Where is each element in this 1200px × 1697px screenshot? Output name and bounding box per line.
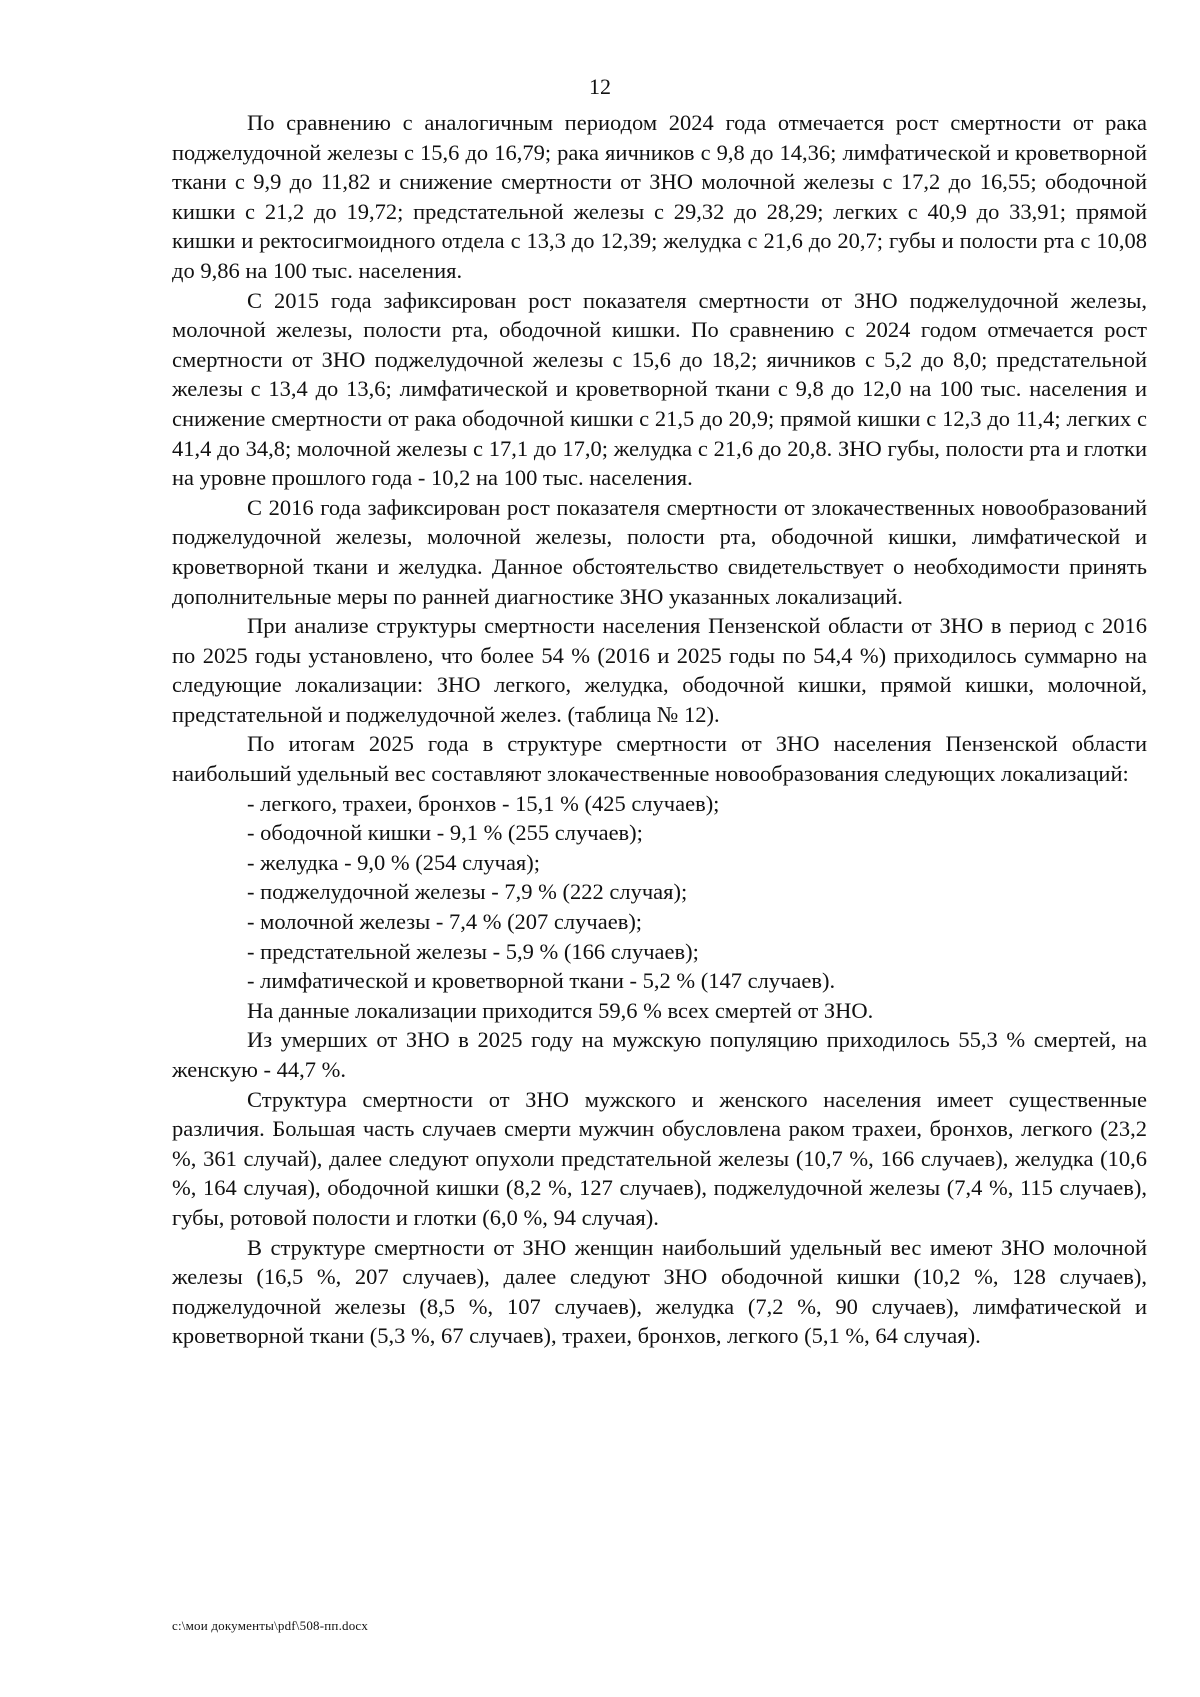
paragraph-gender-split: Из умерших от ЗНО в 2025 году на мужскую популяцию приходилось 55,3 % смертей, на женскую - 44,7 %. [172, 1027, 1147, 1082]
paragraph-share-total: На данные локализации приходится 59,6 % всех смертей от ЗНО. [247, 997, 874, 1023]
list-item-breast: - молочной железы - 7,4 % (207 случаев); [247, 909, 643, 935]
page-number: 12 [589, 74, 611, 99]
document-body [172, 108, 1147, 1351]
paragraph-results-2025-intro: По итогам 2025 года в структуре смертности от ЗНО населения Пензенской области наибольший удельный вес составляют злокачественные новообразования следующих локализаций: [172, 731, 1147, 787]
paragraph-mortality-comparison-2024: По сравнению с аналогичным периодом 2024 года отмечается рост смертности от рака поджелудочной железы с 15,6 до 16,79; рака яичников с 9,8 до 14,36; лимфатической и кроветворной ткани с 9,9 до 11,82 и снижение смертности от ЗНО молочной железы с 17,2 до 16,55; ободочной кишки с 21,2 до 19,72; предстательной железы с 29,32 до 28,29; легких с 40,9 до 33,91; прямой кишки и ректосигмоидного отдела с 13,3 до 12,39; желудка с 21,6 до 20,7; губы и полости рта с 10,08 до 9,86 на 100 тыс. населения. [172, 110, 1147, 283]
paragraph-structure-2016-2025: При анализе структуры смертности населения Пензенской области от ЗНО в период с 2016 по 2025 годы установлено, что более 54 % (2016 и 2025 годы по 54,4 %) приходилось суммарно на следующие локализации: ЗНО легкого, желудка, ободочной кишки, прямой кишки, молочной, предстательной и поджелудочной желез. (таблица № 12). [172, 613, 1147, 727]
list-item-stomach: - желудка - 9,0 % (254 случая); [247, 849, 541, 875]
footer-file-path: c:\мои документы\pdf\508-пп.docx [172, 1618, 369, 1633]
list-item-prostate: - предстательной железы - 5,9 % (166 случаев); [247, 938, 699, 964]
list-item-lymphatic: - лимфатической и кроветворной ткани - 5,2 % (147 случаев). [247, 968, 836, 994]
list-item-pancreas: - поджелудочной железы - 7,9 % (222 случая); [247, 879, 688, 905]
paragraph-trend-since-2016: С 2016 года зафиксирован рост показателя смертности от злокачественных новообразований поджелудочной железы, молочной железы, полости рта, ободочной кишки, лимфатической и кроветворной ткани и желудка. Данное обстоятельство свидетельствует о необходимости принять дополнительные меры по ранней диагностике ЗНО указанных локализаций. [172, 494, 1147, 609]
paragraph-male-structure: Структура смертности от ЗНО мужского и женского населения имеет существенные различия. Большая часть случаев смерти мужчин обусловлена раком трахеи, бронхов, легкого (23,2 %, 361 случай), далее следуют опухоли предстательной железы (10,7 %, 166 случаев), желудка (10,6 %, 164 случая), ободочной кишки (8,2 %, 127 случаев), поджелудочной железы (7,4 %, 115 случаев), губы, ротовой полости и глотки (6,0 %, 94 случая). [172, 1086, 1147, 1230]
list-item-lung: - легкого, трахеи, бронхов - 15,1 % (425 случаев); [247, 790, 720, 816]
paragraph-trend-since-2015: С 2015 года зафиксирован рост показателя смертности от ЗНО поджелудочной железы, молочной железы, полости рта, ободочной кишки. По сравнению с 2024 годом отмечается рост смертности от ЗНО поджелудочной железы с 15,6 до 18,2; яичников с 5,2 до 8,0; предстательной железы с 13,4 до 13,6; лимфатической и кроветворной ткани с 9,8 до 12,0 на 100 тыс. населения и снижение смертности от рака ободочной кишки с 21,5 до 20,9; прямой кишки с 12,3 до 11,4; легких с 41,4 до 34,8; молочной железы с 17,1 до 17,0; желудка с 21,6 до 20,8. ЗНО губы, полости рта и глотки на уровне прошлого года - 10,2 на 100 тыс. населения. [172, 287, 1147, 491]
paragraph-female-structure: В структуре смертности от ЗНО женщин наибольший удельный вес имеют ЗНО молочной железы (16,5 %, 207 случаев), далее следуют ЗНО ободочной кишки (10,2 %, 128 случаев), поджелудочной железы (8,5 %, 107 случаев), желудка (7,2 %, 90 случаев), лимфатической и кроветворной ткани (5,3 %, 67 случаев), трахеи, бронхов, легкого (5,1 %, 64 случая). [172, 1234, 1147, 1349]
list-item-colon: - ободочной кишки - 9,1 % (255 случаев); [247, 820, 643, 846]
